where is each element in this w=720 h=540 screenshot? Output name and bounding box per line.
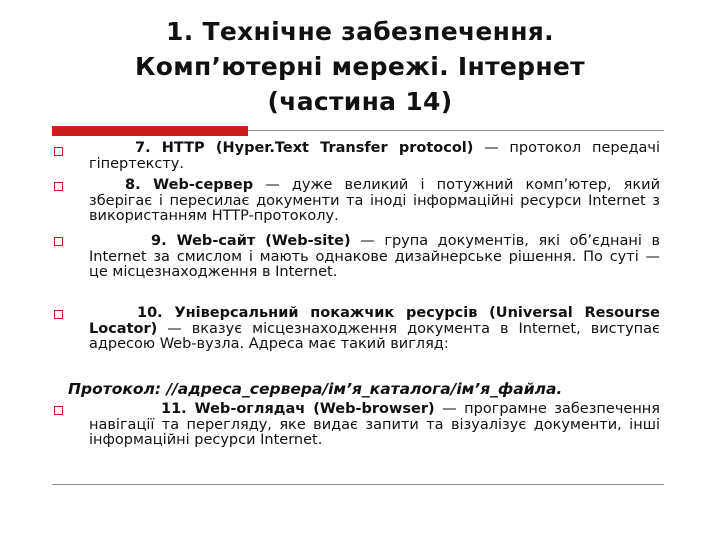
bullet-icon [54,182,63,191]
bullet-icon [54,147,63,156]
definition-http: — протокол передачі гіпертексту. [89,140,660,172]
list-item-web-browser [89,402,660,449]
title-line-2: Комп’ютерні мережі. Інтернет [135,52,585,81]
url-format-formula: Протокол: //адреса_сервера/ім’я_каталога/ім’я_файла. [68,380,563,398]
term-http: 7. HTTP (Hyper.Text Transfer protocol) [135,140,474,156]
bullet-icon [54,310,63,319]
title-line-3: (частина 14) [267,87,453,116]
definition-web-server: — дуже великий і потужний комп’ютер, який зберігає і пересилає документи та іноді інформаційні ресурси Internet з використанням HTTP-протоколу. [89,177,660,225]
bullet-icon [54,406,63,415]
list-item-web-server [89,178,660,225]
list-item-url [89,306,660,353]
definition-url: — вказує місцезнаходження документа в Internet, виступає адресою Web-вузла. Адреса має такий вигляд: [89,320,660,353]
term-web-site: 9. Web-сайт (Web-site) [151,233,351,249]
definition-web-site: — група документів, які об’єднані в Internet за смислом і мають однакове дизайнерське рішення. По суті — це місцезнаходження в Internet. [89,233,660,281]
list-item-http [89,141,660,172]
title-underline-rule [248,130,664,131]
title-underline-accent [52,126,248,136]
term-url: 10. Універсальний покажчик ресурсів (Universal Resourse Locator) [89,305,660,337]
list-item-web-site [89,234,660,281]
term-web-browser: 11. Web-оглядач (Web-browser) [161,401,435,417]
bullet-icon [54,237,63,246]
title-line-1: 1. Технічне забезпечення. [166,17,554,46]
slide-title [0,14,720,119]
bottom-rule [52,484,664,485]
definition-web-browser: — програмне забезпечення навігації та перегляду, яке видає запити та візуалізує документи, інші інформаційні ресурси Internet. [89,401,660,449]
term-web-server: 8. Web-сервер [125,177,254,193]
